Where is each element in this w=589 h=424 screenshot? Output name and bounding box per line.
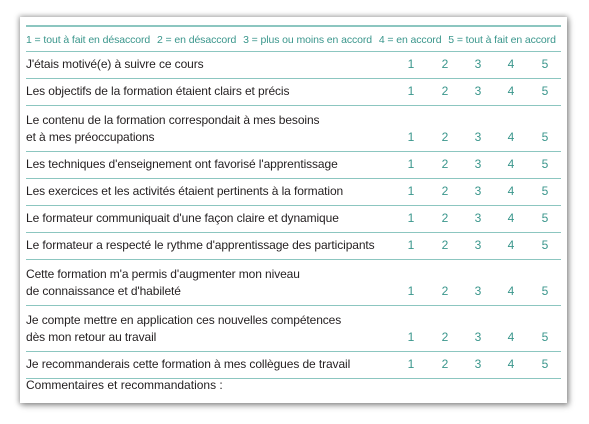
statement-text: [26, 312, 398, 346]
rating-option-4[interactable]: 4: [507, 211, 515, 225]
rating-options: [398, 283, 561, 300]
rating-options: [398, 129, 561, 146]
comments-label: Commentaires et recommandations :: [26, 378, 223, 392]
rating-option-3[interactable]: 3: [474, 84, 482, 98]
statement-line: Le formateur communiquait d'une façon claire et dynamique: [26, 211, 339, 225]
rating-scale-legend: [26, 29, 561, 52]
rating-option-4[interactable]: 4: [507, 184, 515, 198]
rating-option-4[interactable]: 4: [507, 157, 515, 171]
top-divider: [26, 25, 561, 27]
rating-options: [398, 56, 561, 73]
rating-option-5[interactable]: 5: [541, 330, 549, 344]
statement-line: dès mon retour au travail: [26, 330, 157, 344]
statement-row: [26, 260, 561, 306]
rating-option-2[interactable]: 2: [441, 357, 449, 371]
statement-line: J'étais motivé(e) à suivre ce cours: [26, 57, 204, 71]
rating-option-5[interactable]: 5: [541, 130, 549, 144]
statement-row: [26, 152, 561, 179]
scale-legend-item-2: 2 = en désaccord: [157, 34, 237, 46]
rating-option-4[interactable]: 4: [507, 130, 515, 144]
statement-text: [26, 156, 398, 173]
rating-option-1[interactable]: 1: [407, 330, 415, 344]
rating-option-2[interactable]: 2: [441, 238, 449, 252]
statement-row: [26, 179, 561, 206]
rating-option-1[interactable]: 1: [407, 357, 415, 371]
statement-line: Cette formation m'a permis d'augmenter mon niveau: [26, 267, 300, 281]
rating-option-2[interactable]: 2: [441, 330, 449, 344]
rating-option-4[interactable]: 4: [507, 57, 515, 71]
rating-options: [398, 210, 561, 227]
rating-option-3[interactable]: 3: [474, 157, 482, 171]
statement-line: Je compte mettre en application ces nouvelles compétences: [26, 313, 342, 327]
rating-option-4[interactable]: 4: [507, 238, 515, 252]
rating-options: [398, 356, 561, 373]
statement-text: [26, 356, 398, 373]
statement-row: [26, 306, 561, 352]
statement-line: Les techniques d'enseignement ont favorisé l'apprentissage: [26, 157, 338, 171]
rating-option-4[interactable]: 4: [507, 330, 515, 344]
statement-list: [26, 52, 561, 379]
scale-legend-item-3: 3 = plus ou moins en accord: [243, 34, 372, 46]
statement-row: [26, 233, 561, 260]
statement-row: [26, 106, 561, 152]
rating-option-3[interactable]: 3: [474, 211, 482, 225]
statement-text: [26, 266, 398, 300]
rating-option-5[interactable]: 5: [541, 211, 549, 225]
statement-line: Les exercices et les activités étaient pertinents à la formation: [26, 184, 344, 198]
statement-text: [26, 237, 398, 254]
statement-text: [26, 83, 398, 100]
rating-option-1[interactable]: 1: [407, 57, 415, 71]
rating-option-5[interactable]: 5: [541, 238, 549, 252]
rating-option-3[interactable]: 3: [474, 284, 482, 298]
rating-option-5[interactable]: 5: [541, 357, 549, 371]
statement-line: Je recommanderais cette formation à mes collègues de travail: [26, 357, 351, 371]
rating-option-1[interactable]: 1: [407, 157, 415, 171]
rating-options: [398, 183, 561, 200]
rating-option-5[interactable]: 5: [541, 157, 549, 171]
statement-line: Le contenu de la formation correspondait à mes besoins: [26, 113, 320, 127]
statement-line: Le formateur a respecté le rythme d'apprentissage des participants: [26, 238, 375, 252]
statement-row: [26, 352, 561, 379]
statement-text: [26, 210, 398, 227]
rating-option-1[interactable]: 1: [407, 84, 415, 98]
rating-option-5[interactable]: 5: [541, 57, 549, 71]
statement-row: [26, 79, 561, 106]
rating-option-4[interactable]: 4: [507, 357, 515, 371]
evaluation-form-card: [20, 17, 567, 403]
rating-option-2[interactable]: 2: [441, 157, 449, 171]
statement-text: [26, 183, 398, 200]
scale-legend-item-5: 5 = tout à fait en accord: [448, 34, 556, 46]
rating-option-2[interactable]: 2: [441, 130, 449, 144]
rating-option-2[interactable]: 2: [441, 84, 449, 98]
rating-option-1[interactable]: 1: [407, 238, 415, 252]
statement-line: Les objectifs de la formation étaient clairs et précis: [26, 84, 290, 98]
rating-option-4[interactable]: 4: [507, 284, 515, 298]
rating-option-2[interactable]: 2: [441, 184, 449, 198]
statement-row: [26, 206, 561, 233]
rating-options: [398, 156, 561, 173]
rating-option-1[interactable]: 1: [407, 211, 415, 225]
rating-option-3[interactable]: 3: [474, 238, 482, 252]
rating-option-2[interactable]: 2: [441, 284, 449, 298]
rating-options: [398, 237, 561, 254]
rating-option-3[interactable]: 3: [474, 330, 482, 344]
rating-option-4[interactable]: 4: [507, 84, 515, 98]
rating-option-5[interactable]: 5: [541, 184, 549, 198]
rating-option-3[interactable]: 3: [474, 357, 482, 371]
rating-option-3[interactable]: 3: [474, 184, 482, 198]
rating-option-5[interactable]: 5: [541, 284, 549, 298]
rating-option-2[interactable]: 2: [441, 211, 449, 225]
rating-options: [398, 329, 561, 346]
rating-options: [398, 83, 561, 100]
rating-option-3[interactable]: 3: [474, 57, 482, 71]
scale-legend-item-1: 1 = tout à fait en désaccord: [26, 34, 151, 46]
statement-text: [26, 112, 398, 146]
statement-text: [26, 56, 398, 73]
rating-option-5[interactable]: 5: [541, 84, 549, 98]
scale-legend-item-4: 4 = en accord: [378, 34, 442, 46]
statement-line: de connaissance et d'habileté: [26, 284, 181, 298]
statement-line: et à mes préoccupations: [26, 130, 155, 144]
rating-option-2[interactable]: 2: [441, 57, 449, 71]
rating-option-1[interactable]: 1: [407, 284, 415, 298]
rating-option-1[interactable]: 1: [407, 130, 415, 144]
rating-option-3[interactable]: 3: [474, 130, 482, 144]
statement-row: [26, 52, 561, 79]
rating-option-1[interactable]: 1: [407, 184, 415, 198]
